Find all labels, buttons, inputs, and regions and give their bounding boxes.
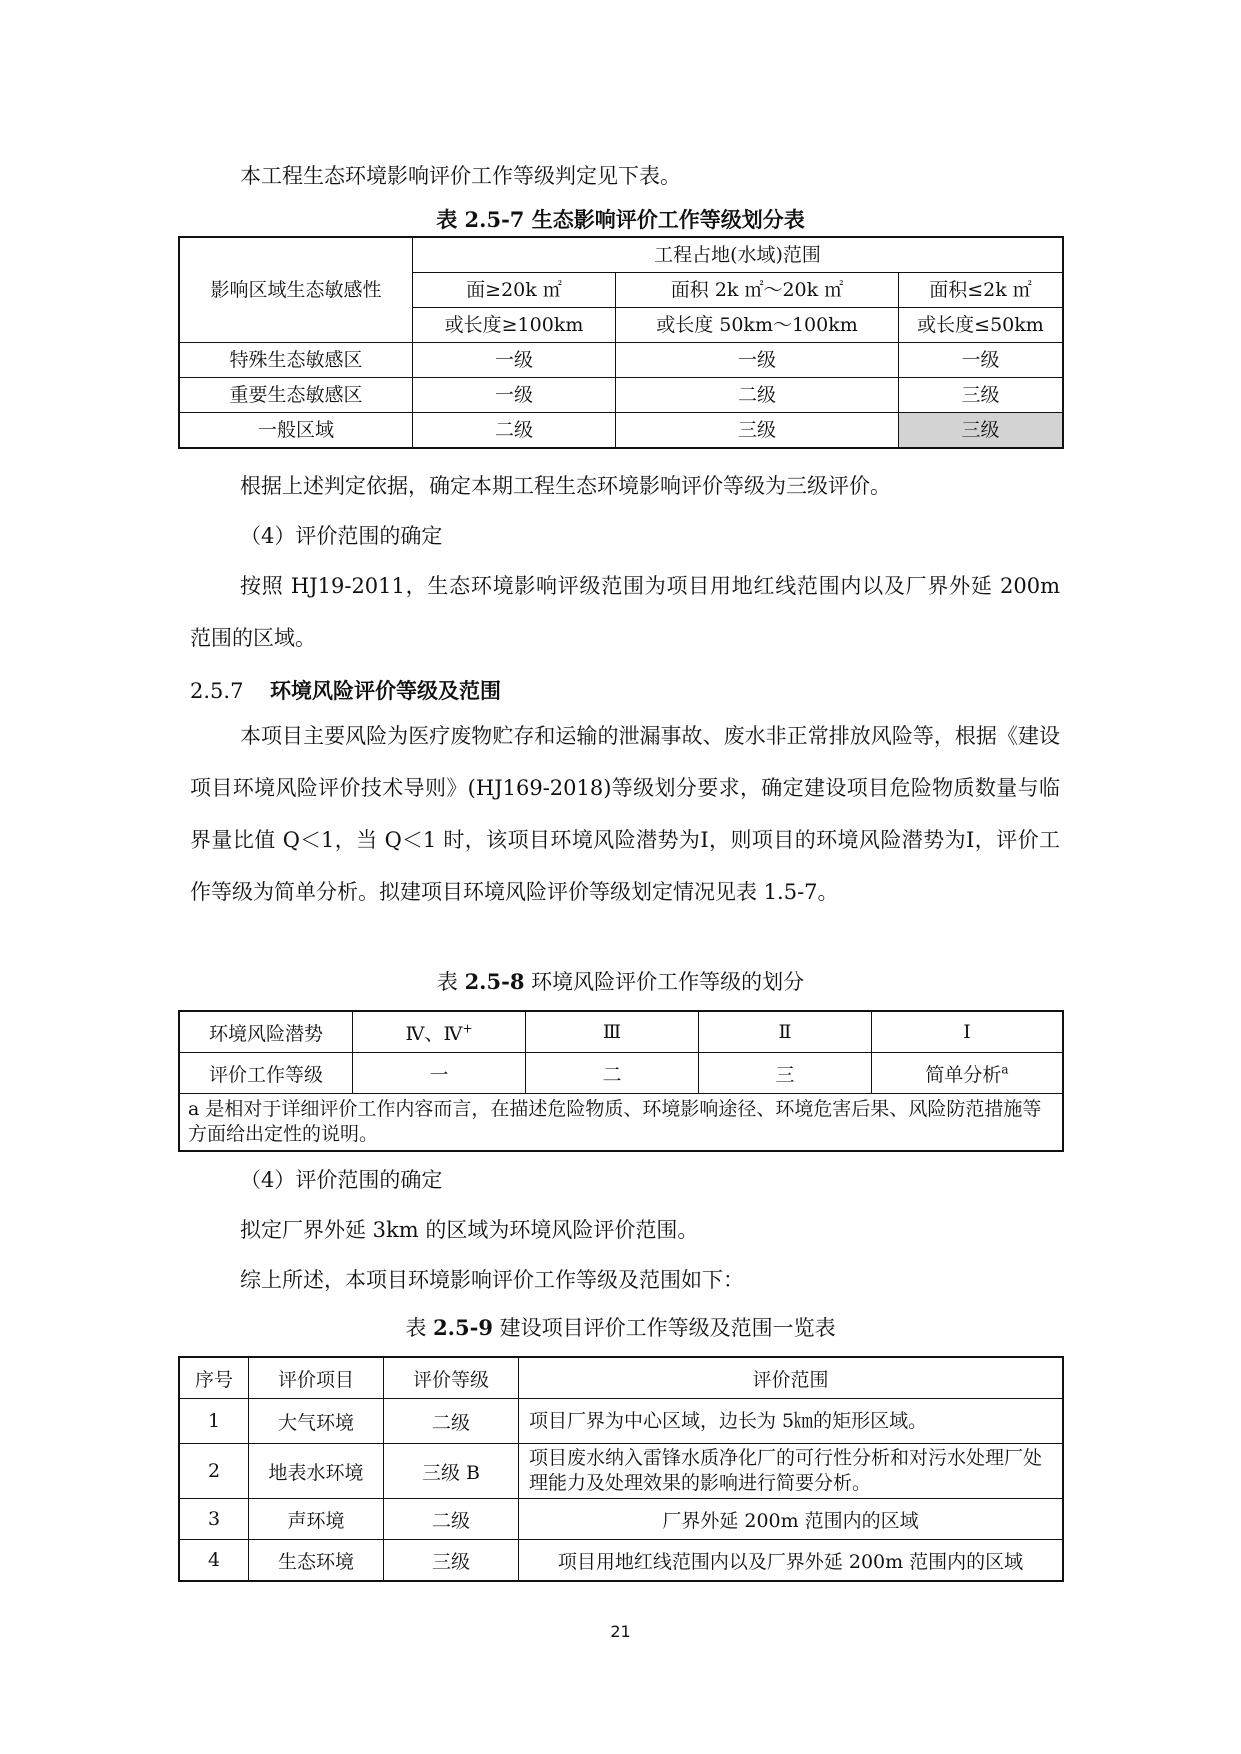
table-row <box>179 1094 1063 1152</box>
superscript: a <box>1001 1062 1009 1077</box>
cell: Ⅱ <box>699 1011 872 1053</box>
col2-header-line2: 或长度 50km～100km <box>616 308 899 343</box>
cell: 三级 B <box>384 1444 519 1499</box>
table-row <box>179 378 1063 413</box>
para-after-table1: 根据上述判定依据，确定本期工程生态环境影响评价等级为三级评价。 <box>240 474 891 498</box>
cell: 声环境 <box>249 1499 384 1540</box>
row-label: 重要生态敏感区 <box>179 378 413 413</box>
row-header: 影响区域生态敏感性 <box>179 237 413 343</box>
para-risk-range: 拟定厂界外延 3km 的区域为环境风险评价范围。 <box>240 1218 699 1242</box>
cell: 3 <box>179 1499 249 1540</box>
table-row <box>179 413 1063 449</box>
cell <box>353 1011 526 1053</box>
cell: 二级 <box>384 1399 519 1444</box>
cell-text: 简单分析 <box>925 1063 1002 1086</box>
table-row <box>179 1540 1063 1582</box>
cell: 二级 <box>413 413 616 449</box>
cell: 项目废水纳入雷锋水质净化厂的可行性分析和对污水处理厂处理能力及处理效果的影响进行简要分析。 <box>519 1444 1064 1499</box>
cell: 项目厂界为中心区域，边长为 5㎞的矩形区域。 <box>519 1399 1064 1444</box>
cell: 一级 <box>413 378 616 413</box>
section-number: 2.5.7 <box>190 679 244 703</box>
cell: 一级 <box>616 343 899 378</box>
col3-header-line1: 面积≤2k ㎡ <box>899 273 1064 308</box>
cell: 地表水环境 <box>249 1444 384 1499</box>
table3-caption <box>0 1312 1241 1342</box>
cell: 一 <box>353 1053 526 1094</box>
col1-header-line2: 或长度≥100km <box>413 308 616 343</box>
group-header: 工程占地(水域)范围 <box>413 237 1064 273</box>
header-cell: 序号 <box>179 1357 249 1399</box>
table2-caption <box>0 966 1241 996</box>
caption-prefix: 表 <box>436 970 465 994</box>
table1-caption: 表 2.5-7 生态影响评价工作等级划分表 <box>436 207 805 232</box>
header-cell: 评价范围 <box>519 1357 1064 1399</box>
table-header-row <box>179 1357 1063 1399</box>
cell <box>872 1053 1064 1094</box>
table-row <box>179 1444 1063 1499</box>
row-label: 评价工作等级 <box>179 1053 353 1094</box>
caption-number: 2.5-9 <box>433 1315 493 1340</box>
section-heading <box>190 675 501 705</box>
cell: 4 <box>179 1540 249 1582</box>
cell: 项目用地红线范围内以及厂界外延 200m 范围内的区域 <box>519 1540 1064 1582</box>
cell: Ⅰ <box>872 1011 1064 1053</box>
subheading-risk-range: （4）评价范围的确定 <box>240 1168 443 1192</box>
header-cell: 评价等级 <box>384 1357 519 1399</box>
highlighted-cell: 三级 <box>899 413 1064 449</box>
table-note: a 是相对于详细评价工作内容而言，在描述危险物质、环境影响途径、环境危害后果、风险防范措施等方面给出定性的说明。 <box>179 1094 1063 1152</box>
para-summary: 综上所述，本项目环境影响评价工作等级及范围如下： <box>240 1268 744 1292</box>
cell: 1 <box>179 1399 249 1444</box>
cell: 三级 <box>899 378 1064 413</box>
para-risk: 本项目主要风险为医疗废物贮存和运输的泄漏事故、废水非正常排放风险等，根据《建设项目环境风险评价技术导则》(HJ169-2018)等级划分要求，确定建设项目危险物质数量与临界量比值 Q＜1，当 Q＜1 时，该项目环境风险潜势为Ⅰ，则项目的环境风险潜势为Ⅰ，评价工作等级为简单分析。拟建项目环境风险评价等级划定情况见表 1.5-7。 <box>190 724 1060 904</box>
cell: Ⅲ <box>526 1011 699 1053</box>
cell: 厂界外延 200m 范围内的区域 <box>519 1499 1064 1540</box>
section-title: 环境风险评价等级及范围 <box>270 678 501 703</box>
cell: 三级 <box>616 413 899 449</box>
cell: 二级 <box>384 1499 519 1540</box>
caption-text: 建设项目评价工作等级及范围一览表 <box>492 1316 836 1340</box>
table-row <box>179 343 1063 378</box>
table-row <box>179 1011 1063 1053</box>
superscript: + <box>462 1021 473 1036</box>
cell: 一级 <box>899 343 1064 378</box>
summary-table <box>178 1356 1064 1582</box>
table-row <box>179 1399 1063 1444</box>
cell-text: Ⅳ、Ⅳ <box>405 1022 463 1045</box>
col3-header-line2: 或长度≤50km <box>899 308 1064 343</box>
eco-level-table <box>178 236 1064 449</box>
row-label: 环境风险潜势 <box>179 1011 353 1053</box>
cell: 二级 <box>616 378 899 413</box>
cell: 一级 <box>413 343 616 378</box>
col2-header-line1: 面积 2k ㎡～20k ㎡ <box>616 273 899 308</box>
intro-paragraph: 本工程生态环境影响评价工作等级判定见下表。 <box>240 164 681 188</box>
para-eco-range: 按照 HJ19-2011，生态环境影响评级范围为项目用地红线范围内以及厂界外延 200m 范围的区域。 <box>190 574 1060 650</box>
caption-number: 2.5-8 <box>464 969 525 994</box>
cell: 大气环境 <box>249 1399 384 1444</box>
row-label: 一般区域 <box>179 413 413 449</box>
subheading-range: （4）评价范围的确定 <box>240 524 443 548</box>
cell: 三级 <box>384 1540 519 1582</box>
header-cell: 评价项目 <box>249 1357 384 1399</box>
table-row <box>179 1499 1063 1540</box>
risk-level-table <box>178 1010 1064 1152</box>
cell: 三 <box>699 1053 872 1094</box>
caption-prefix: 表 <box>405 1316 434 1340</box>
page-number: 21 <box>610 1622 631 1641</box>
cell: 2 <box>179 1444 249 1499</box>
cell: 二 <box>526 1053 699 1094</box>
cell: 生态环境 <box>249 1540 384 1582</box>
table-row <box>179 1053 1063 1094</box>
row-label: 特殊生态敏感区 <box>179 343 413 378</box>
caption-text: 环境风险评价工作等级的划分 <box>524 970 805 994</box>
col1-header-line1: 面≥20k ㎡ <box>413 273 616 308</box>
